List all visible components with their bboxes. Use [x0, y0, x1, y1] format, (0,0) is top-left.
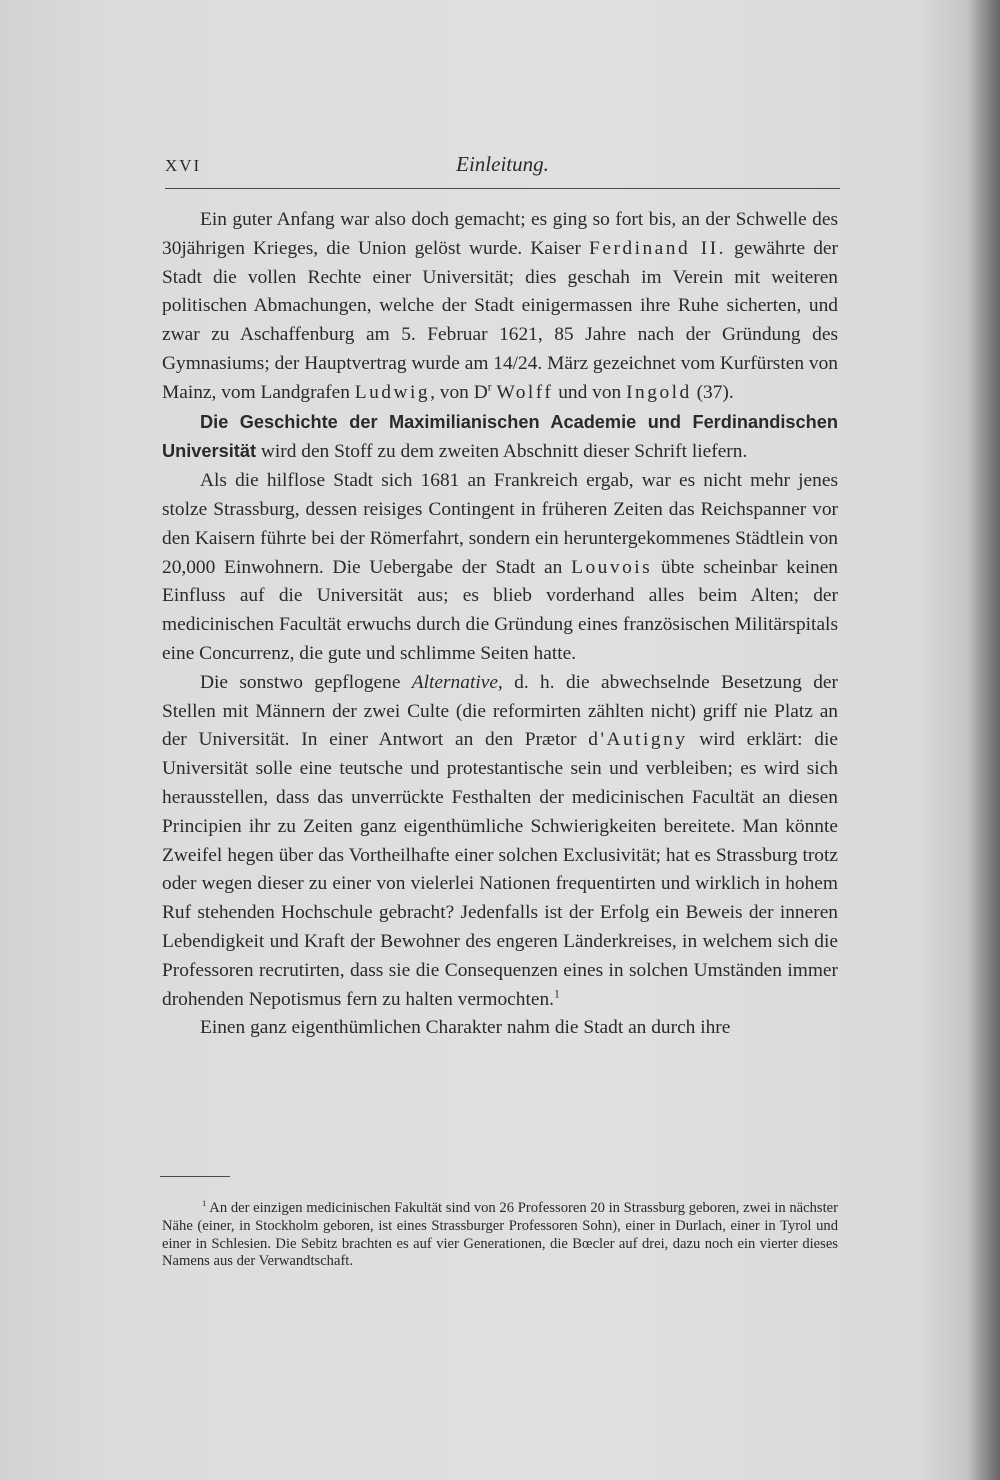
superscript: r: [487, 380, 492, 394]
spaced-name: Ferdinand II.: [589, 237, 727, 259]
footnote-reference[interactable]: 1: [554, 987, 560, 1001]
text-span: , von D: [430, 381, 488, 403]
page-edge-shadow: [966, 0, 1000, 1480]
paragraph-3: [162, 467, 838, 669]
spaced-name: Ingold: [626, 381, 692, 403]
text-span: Einen ganz eigenthümlichen Charakter nahm die Stadt an durch ihre: [200, 1017, 731, 1039]
text-span: übte scheinbar keinen Einfluss auf die Universität aus; es blieb vorderhand alles beim Alten; der medicinischen Facultät erwuchs durch die Gründung eines französischen Militärspitals eine Concurrenz, die gute und schlimme Seiten hatte.: [162, 556, 838, 664]
paragraph-1: [162, 206, 838, 408]
text-span: wird den Stoff zu dem zweiten Abschnitt dieser Schrift liefern.: [256, 441, 748, 463]
bold-heading-text: Die Geschichte der Maximilianischen Academie und Ferdinandischen Universität: [162, 411, 838, 462]
text-span: gewährte der Stadt die vollen Rechte einer Universität; dies geschah im Verein mit weiteren politischen Abmachungen, welche der Stadt einigermassen ihre Ruhe sicherten, und zwar zu Aschaffenburg am 5. Februar 1621, 85 Jahre nach der Gründung des Gymnasiums; der Hauptvertrag wurde am 14/24. März gezeichnet vom Kurfürsten von Mainz, vom Landgrafen: [162, 237, 838, 403]
text-span: Ein guter Anfang war also doch gemacht; es ging so fort bis, an der Schwelle des 30jährigen Krieges, die Union gelöst wurde. Kaiser: [162, 209, 838, 259]
footnote-marker: 1: [202, 1198, 207, 1209]
body-text: [162, 206, 838, 1043]
text-span: und von: [553, 381, 627, 403]
text-span: wird erklärt: die Universität solle eine teutsche und protestantische sein und verbleiben; es wird sich herausstellen, dass das unverrückte Festhalten der medicinischen Facultät an diesen Principien ihr zu Zeiten ganz eigenthümliche Schwierigkeiten bereitete. Man könnte Zweifel hegen über das Vortheilhafte einer solchen Exclusivität; hat es Strassburg trotz oder wegen dieser zu einer von vielerlei Nationen frequentirten und wirklich in hohem Ruf stehenden Hochschule gebracht? Jedenfalls ist der Erfolg ein Beweis der inneren Lebendigkeit und Kraft der Bewohner des engeren Länderkreises, in welchem sich die Professoren recrutirten, dass sie die Consequenzen eines in solchen Umständen immer drohenden Nepotismus fern zu halten vermochten.: [162, 729, 838, 1010]
page-header: [165, 148, 840, 189]
paragraph-5: [162, 1014, 838, 1043]
text-span: d. h. die abwechselnde Besetzung der Stellen mit Männern der zwei Culte (die reformirten zählten nicht) griff nie Platz an der Universität. In einer Antwort an den Prætor: [162, 671, 838, 751]
text-span: Als die hilflose Stadt sich 1681 an Frankreich ergab, war es nicht mehr jenes stolze Strassburg, dessen reisiges Contingent in früheren Zeiten das Reichspanner vor den Kaisern führte bei der Römerfahrt, sondern ein heruntergekommenes Städtlein von 20,000 Einwohnern. Die Uebergabe der Stadt an: [162, 470, 838, 578]
text-span: Die sonstwo gepflogene: [200, 671, 412, 693]
text-span: (37).: [691, 381, 734, 403]
footnote-text: An der einzigen medicinischen Fakultät sind von 26 Professoren 20 in Strassburg geboren, zwei in nächster Nähe (einer, in Stockholm geboren, ist eines Strassburger Professoren Sohn), einer in Durlach, einer in Tyrol und einer in Schlesien. Die Sebitz brachten es auf vier Generationen, die Bœcler auf drei, dazu noch ein vierter dieses Namens aus der Verwandtschaft.: [162, 1200, 839, 1270]
italic-term: Alternative,: [411, 671, 503, 693]
spaced-name: Louvois: [571, 556, 653, 578]
spaced-name: d'Autigny: [588, 729, 688, 751]
footnote: [162, 1200, 838, 1271]
page-number: XVI: [165, 156, 202, 175]
footnote-divider: [160, 1176, 230, 1177]
spaced-name: Ludwig: [354, 381, 431, 403]
footnote-paragraph: [162, 1200, 838, 1271]
spaced-name: Wolff: [496, 381, 554, 403]
paragraph-2: [162, 408, 838, 468]
running-title: Einleitung.: [456, 152, 549, 176]
paragraph-4: [162, 669, 838, 1015]
